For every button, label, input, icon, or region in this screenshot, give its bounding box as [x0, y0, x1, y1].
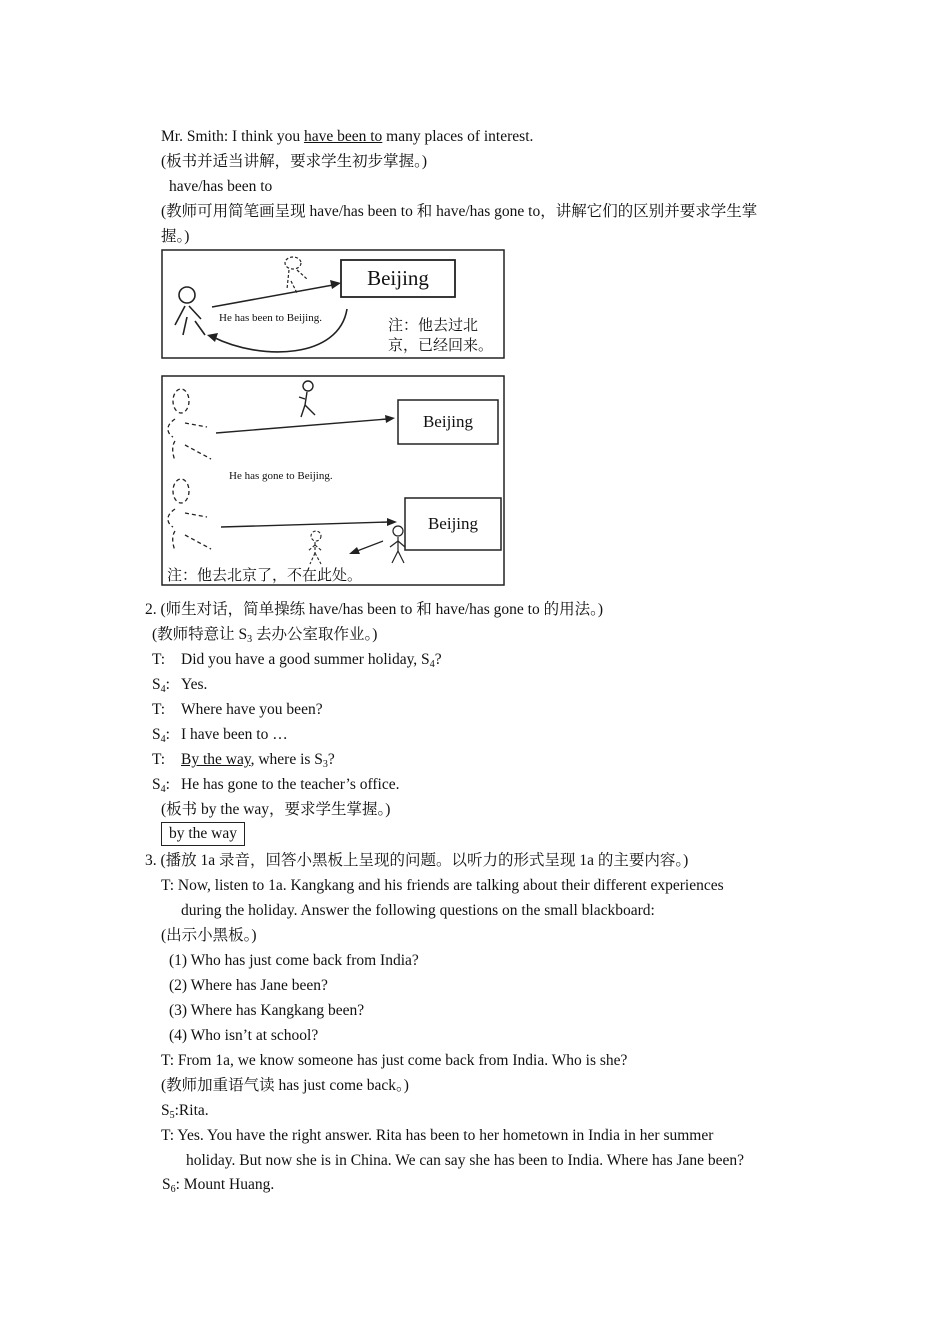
dialogue-text: Yes. [181, 676, 208, 693]
dialogue-line: $S_4$: [152, 676, 170, 695]
s6-line [162, 1175, 274, 1200]
beijing-label-bottom: Beijing [427, 514, 479, 533]
note-drawing-line1: (教师可用简笔画呈现 have/has been to 和 have/has gone to，讲解它们的区别并要求学生掌 [161, 203, 758, 220]
section2-heading: 2. (师生对话，简单操练 have/has been to 和 have/has gone to 的用法。) [145, 601, 604, 618]
smith-prefix: Mr. Smith: I think you [161, 128, 304, 145]
by-the-way-rest: , where is S [250, 751, 323, 768]
dialogue-sub: 4 [429, 659, 435, 670]
note-sub: 3 [247, 634, 253, 645]
speaker: T: [152, 651, 166, 668]
question-1: (1) Who has just come back from India? [169, 952, 419, 969]
speaker: S [152, 676, 161, 693]
speaker: T: [152, 701, 166, 718]
speaker-sub: 4 [160, 734, 166, 745]
question-3: (3) Where has Kangkang been? [169, 1002, 365, 1019]
by-the-way-end: ? [327, 751, 335, 768]
dialogue-line [152, 700, 165, 720]
dialogue-text: He has gone to the teacher’s office. [181, 776, 400, 793]
dialogue-text [181, 750, 335, 775]
board-note: (板书 by the way，要求学生掌握。) [161, 801, 391, 818]
speaker-sub: 4 [160, 784, 166, 795]
dialogue-text: I have been to … [181, 726, 288, 743]
t-yes: T: Yes. You have the right answer. Rita has been to her hometown in India in her summer [161, 1127, 714, 1144]
figure1-note-line2: 京，已经回来。 [388, 338, 494, 354]
figure1-note-line1: 注：他去过北 [388, 318, 479, 334]
dialogue-line: $S_4$: [152, 776, 170, 795]
s5-line [161, 1101, 209, 1126]
dialogue-text [181, 650, 442, 675]
note-pre: (教师特意让 S [152, 626, 248, 643]
smith-line [161, 127, 533, 147]
dialogue-line [152, 750, 165, 770]
structure-have-been-to: have/has been to [169, 178, 273, 195]
dialogue-line [152, 650, 165, 670]
question-2: (2) Where has Jane been? [169, 977, 328, 994]
dialogue-text-main: Did you have a good summer holiday, S [181, 651, 430, 668]
speaker-sub: 4 [160, 684, 166, 695]
section2-note [152, 625, 377, 650]
note-board: (板书并适当讲解，要求学生初步掌握。) [161, 153, 428, 170]
speaker: S [152, 726, 161, 743]
question-4: (4) Who isn’t at school? [169, 1027, 319, 1044]
by-the-way-sub: 3 [322, 759, 328, 770]
smith-suffix: many places of interest. [382, 128, 534, 145]
s5-speaker: S [161, 1102, 170, 1119]
caption-has-been: He has been to Beijing. [219, 312, 322, 324]
note-post: 去办公室取作业。) [252, 626, 378, 643]
figure-has-gone-to [161, 375, 506, 587]
by-the-way-underlined: By the way [181, 751, 251, 768]
s6-sub: 6 [170, 1184, 176, 1195]
s5-sub: 5 [169, 1110, 175, 1121]
show-board: (出示小黑板。) [161, 927, 257, 944]
t-yes-cont: holiday. But now she is in China. We can say she has been to India. Where has Jane been? [186, 1152, 745, 1169]
boxed-phrase: by the way [161, 822, 245, 846]
section3-heading: 3. (播放 1a 录音，回答小黑板上呈现的问题。以听力的形式呈现 1a 的主要内容。) [145, 852, 689, 869]
s6-speaker: S [162, 1176, 171, 1193]
t-intro-cont: during the holiday. Answer the following questions on the small blackboard: [181, 902, 655, 919]
speaker: S [152, 776, 161, 793]
dialogue-text-end: ? [434, 651, 442, 668]
figure2-note: 注：他去北京了，不在此处。 [167, 568, 363, 584]
stress-note: (教师加重语气读 has just come back。) [161, 1077, 409, 1094]
figure-has-been-to [161, 249, 506, 360]
beijing-label: Beijing [367, 266, 429, 290]
s6-text: : Mount Huang. [175, 1176, 275, 1193]
dialogue-line: $S_4$: [152, 726, 170, 745]
beijing-label-top: Beijing [422, 412, 474, 431]
boxed-phrase-wrap [161, 822, 245, 846]
t-intro: T: Now, listen to 1a. Kangkang and his friends are talking about their different experiences [161, 877, 724, 894]
s5-text: :Rita. [174, 1102, 209, 1119]
note-drawing-line2: 握。) [161, 228, 190, 245]
caption-has-gone: He has gone to Beijing. [229, 470, 333, 482]
dialogue-text: Where have you been? [181, 701, 323, 718]
smith-underlined-phrase: have been to [303, 128, 383, 145]
t-from: T: From 1a, we know someone has just come back from India. Who is she? [161, 1052, 628, 1069]
speaker: T: [152, 751, 166, 768]
